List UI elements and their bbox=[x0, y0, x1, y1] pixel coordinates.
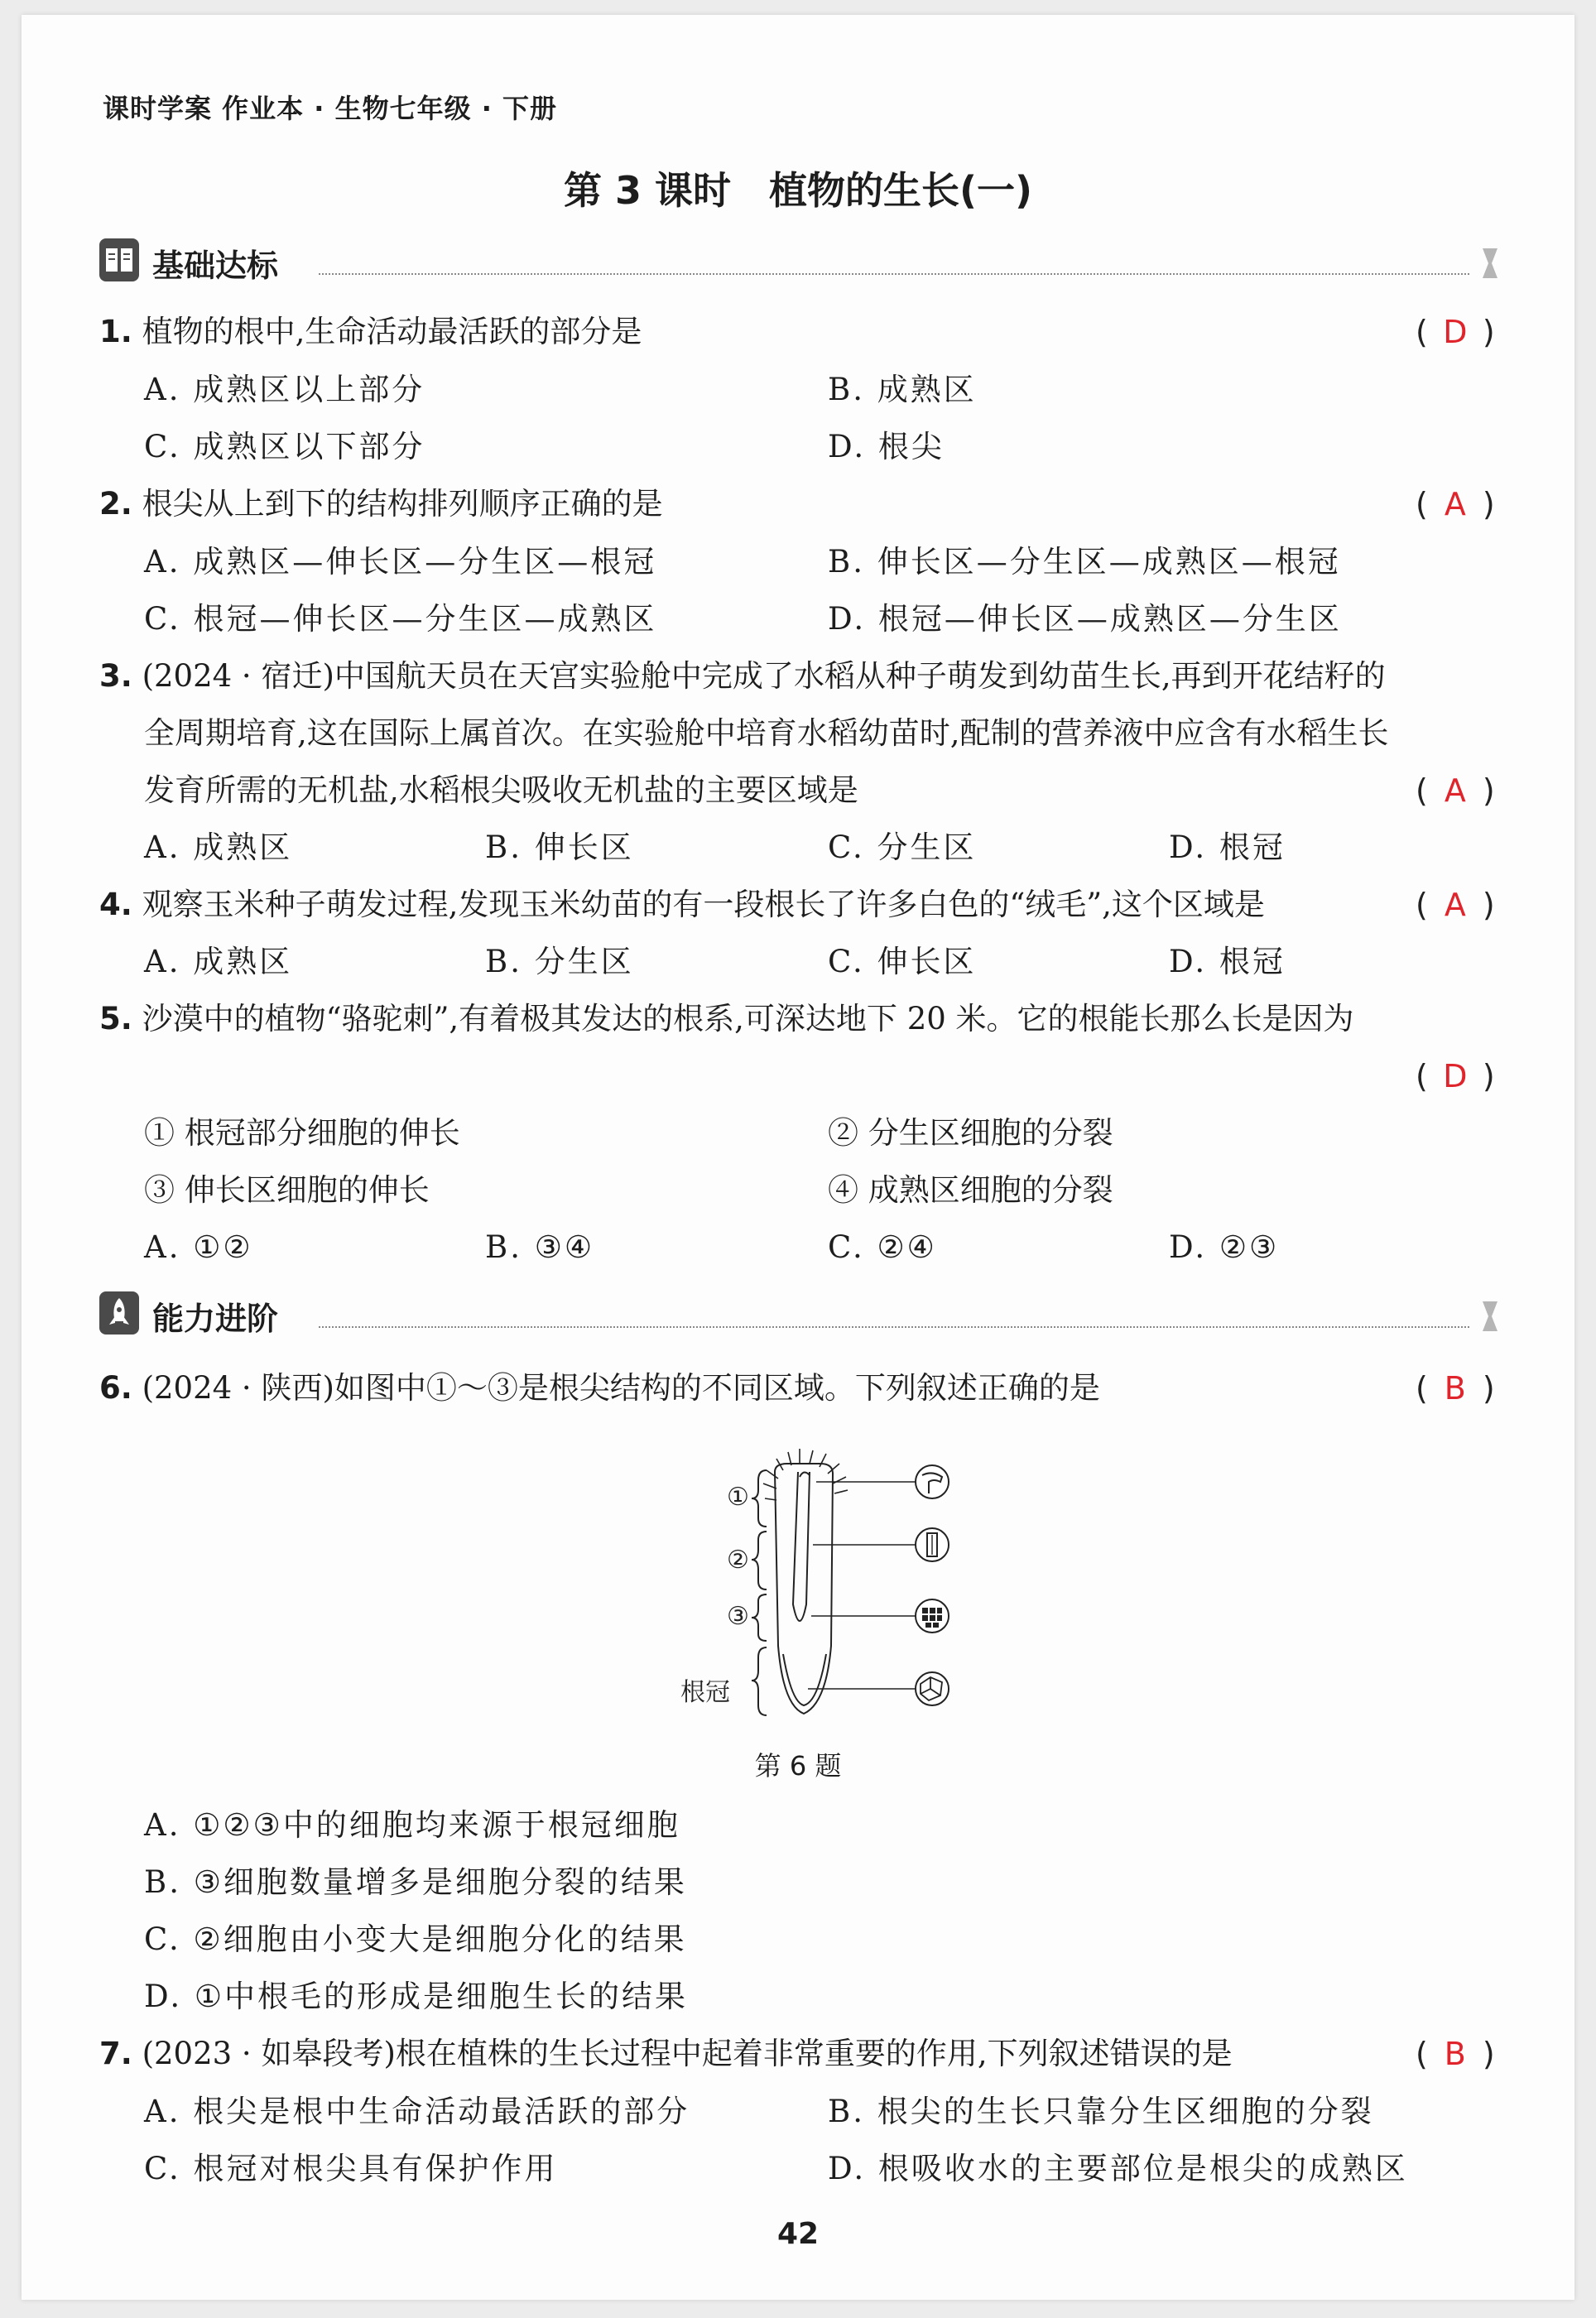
statement-2: ② 分生区细胞的分裂 bbox=[828, 1115, 1113, 1151]
figure-label-root-cap: 根冠 bbox=[680, 1678, 730, 1707]
figure-caption: 第 6 题 bbox=[754, 1750, 842, 1782]
quill-icon bbox=[1478, 1298, 1502, 1336]
section-title: 基础达标 bbox=[152, 248, 279, 284]
answer-value: D bbox=[1443, 1058, 1468, 1094]
question-5: 5. 沙漠中的植物“骆驼刺”,有着极其发达的根系,可深达地下 20 米。它的根能长那么长是因为 bbox=[99, 1001, 1354, 1036]
answer-5: ( D ) bbox=[1416, 1058, 1495, 1094]
answer-7: ( B ) bbox=[1416, 2036, 1495, 2072]
option-c: C. ②④ bbox=[828, 1229, 937, 1265]
figure-label-1: ① bbox=[727, 1483, 749, 1512]
answer-value: A bbox=[1444, 772, 1466, 809]
option-b: B. ③④ bbox=[485, 1229, 595, 1265]
question-stem: 观察玉米种子萌发过程,发现玉米幼苗的有一段根长了许多白色的“绒毛”,这个区域是 bbox=[142, 887, 1265, 922]
option-a: A. 成熟区—伸长区—分生区—根冠 bbox=[144, 544, 657, 580]
option-c: C. 根冠—伸长区—分生区—成熟区 bbox=[144, 601, 657, 637]
option-a: A. 成熟区 bbox=[144, 830, 293, 865]
option-b: B. 分生区 bbox=[485, 944, 634, 979]
question-3: 3. (2024 · 宿迁)中国航天员在天宫实验舱中完成了水稻从种子萌发到幼苗生长,再到开花结籽的 bbox=[99, 658, 1386, 694]
quill-icon bbox=[1478, 245, 1502, 283]
question-stem-line-3: 发育所需的无机盐,水稻根尖吸收无机盐的主要区域是 bbox=[144, 772, 858, 808]
statement-4: ④ 成熟区细胞的分裂 bbox=[828, 1172, 1113, 1208]
option-c: C. 伸长区 bbox=[828, 944, 977, 979]
question-stem: (2024 · 陕西)如图中①～③是根尖结构的不同区域。下列叙述正确的是 bbox=[142, 1370, 1100, 1406]
question-stem: 沙漠中的植物“骆驼刺”,有着极其发达的根系,可深达地下 20 米。它的根能长那么长是因为 bbox=[142, 1001, 1354, 1036]
question-stem: 植物的根中,生命活动最活跃的部分是 bbox=[142, 314, 642, 349]
option-b: B. 伸长区—分生区—成熟区—根冠 bbox=[828, 544, 1341, 580]
book-icon bbox=[99, 238, 139, 281]
answer-4: ( A ) bbox=[1416, 887, 1495, 923]
option-c: C. ②细胞由小变大是细胞分化的结果 bbox=[144, 1921, 687, 1957]
option-c: C. 根冠对根尖具有保护作用 bbox=[144, 2151, 558, 2186]
answer-value: B bbox=[1444, 2036, 1466, 2072]
question-2: 2. 根尖从上到下的结构排列顺序正确的是 bbox=[99, 486, 663, 522]
question-4: 4. 观察玉米种子萌发过程,发现玉米幼苗的有一段根长了许多白色的“绒毛”,这个区域是 bbox=[99, 887, 1265, 922]
figure-label-3: ③ bbox=[727, 1602, 749, 1631]
answer-value: A bbox=[1444, 486, 1466, 522]
option-d: D. 根吸收水的主要部位是根尖的成熟区 bbox=[828, 2151, 1408, 2186]
question-stem: 根尖从上到下的结构排列顺序正确的是 bbox=[142, 486, 663, 522]
option-d: D. 根冠—伸长区—成熟区—分生区 bbox=[828, 601, 1342, 637]
rocket-icon bbox=[99, 1291, 139, 1335]
section-divider bbox=[319, 273, 1469, 275]
option-a: A. ①② bbox=[144, 1229, 253, 1265]
statement-3: ③ 伸长区细胞的伸长 bbox=[144, 1172, 430, 1208]
lesson-title: 第 3 课时 植物的生长(一) bbox=[563, 168, 1033, 213]
option-d: D. 根冠 bbox=[1169, 830, 1286, 865]
option-a: A. 成熟区 bbox=[144, 944, 293, 979]
option-a: A. 成熟区以上部分 bbox=[144, 372, 425, 407]
section-title: 能力进阶 bbox=[152, 1301, 279, 1337]
answer-value: A bbox=[1444, 887, 1466, 923]
option-d: D. 根冠 bbox=[1169, 944, 1286, 979]
page-number: 42 bbox=[776, 2217, 820, 2251]
question-1: 1. 植物的根中,生命活动最活跃的部分是 bbox=[99, 314, 642, 349]
option-b: B. ③细胞数量增多是细胞分裂的结果 bbox=[144, 1864, 687, 1900]
answer-value: D bbox=[1443, 314, 1468, 350]
option-c: C. 分生区 bbox=[828, 830, 977, 865]
option-b: B. 伸长区 bbox=[485, 830, 634, 865]
option-b: B. 根尖的生长只靠分生区细胞的分裂 bbox=[828, 2094, 1374, 2129]
option-a: A. ①②③中的细胞均来源于根冠细胞 bbox=[144, 1807, 680, 1843]
question-stem-line-1: (2024 · 宿迁)中国航天员在天宫实验舱中完成了水稻从种子萌发到幼苗生长,再到开花结籽的 bbox=[142, 658, 1386, 694]
question-6: 6. (2024 · 陕西)如图中①～③是根尖结构的不同区域。下列叙述正确的是 bbox=[99, 1370, 1100, 1406]
answer-3: ( A ) bbox=[1416, 772, 1495, 809]
option-d: D. 根尖 bbox=[828, 429, 945, 464]
book-header: 课时学案 作业本 · 生物七年级 · 下册 bbox=[103, 93, 558, 124]
question-stem-line-2: 全周期培育,这在国际上属首次。在实验舱中培育水稻幼苗时,配制的营养液中应含有水稻生长 bbox=[144, 715, 1389, 751]
section-advanced bbox=[99, 1291, 1573, 1341]
section-basic bbox=[99, 238, 1573, 288]
answer-value: B bbox=[1444, 1370, 1466, 1407]
option-d: D. ①中根毛的形成是细胞生长的结果 bbox=[144, 1979, 689, 2014]
answer-2: ( A ) bbox=[1416, 486, 1495, 522]
answer-1: ( D ) bbox=[1416, 314, 1495, 350]
option-d: D. ②③ bbox=[1169, 1229, 1280, 1265]
root-tip-figure bbox=[667, 1439, 1015, 1729]
option-a: A. 根尖是根中生命活动最活跃的部分 bbox=[144, 2094, 690, 2129]
statement-1: ① 根冠部分细胞的伸长 bbox=[144, 1115, 460, 1151]
workbook-page bbox=[22, 15, 1574, 2300]
section-divider bbox=[319, 1326, 1469, 1328]
option-c: C. 成熟区以下部分 bbox=[144, 429, 425, 464]
question-7: 7. (2023 · 如皋段考)根在植株的生长过程中起着非常重要的作用,下列叙述错误的是 bbox=[99, 2036, 1233, 2071]
figure-label-2: ② bbox=[727, 1546, 749, 1575]
option-b: B. 成熟区 bbox=[828, 372, 977, 407]
answer-6: ( B ) bbox=[1416, 1370, 1495, 1407]
question-stem: (2023 · 如皋段考)根在植株的生长过程中起着非常重要的作用,下列叙述错误的是 bbox=[142, 2036, 1233, 2071]
